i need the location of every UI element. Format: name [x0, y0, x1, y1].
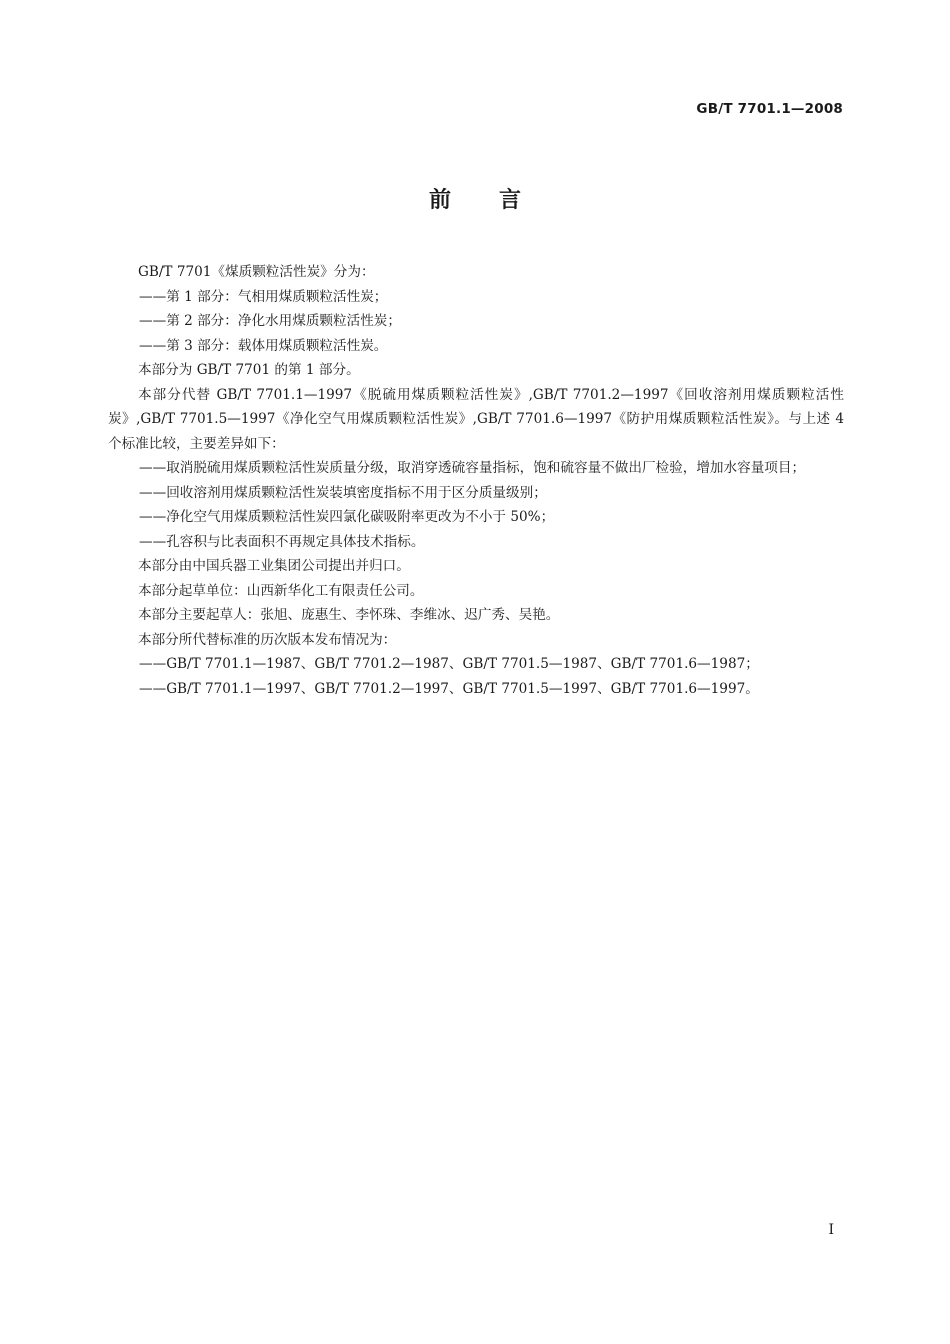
paragraph-proposer: 本部分由中国兵器工业集团公司提出并归口。: [138, 558, 410, 574]
paragraph-drafting-unit: 本部分起草单位：山西新华化工有限责任公司。: [138, 582, 424, 599]
list-item-part-3: ——第 3 部分：载体用煤质颗粒活性炭。: [139, 337, 388, 354]
foreword-body: [108, 260, 844, 701]
list-item-diff-2: ——回收溶剂用煤质颗粒活性炭装填密度指标不用于区分质量级别；: [139, 484, 547, 501]
list-item-part-1: ——第 1 部分：气相用煤质颗粒活性炭；: [139, 288, 388, 305]
list-item-part-2: ——第 2 部分：净化水用煤质颗粒活性炭；: [139, 313, 401, 329]
paragraph-drafters: 本部分主要起草人：张旭、庞惠生、李怀珠、李维冰、迟广秀、吴艳。: [138, 607, 560, 623]
paragraph-intro: GB/T 7701《煤质颗粒活性炭》分为：: [138, 264, 375, 280]
list-item-diff-3: ——净化空气用煤质颗粒活性炭四氯化碳吸附率更改为不小于 50%；: [139, 509, 555, 525]
page-number: I: [828, 1222, 834, 1238]
page-title: 前言: [428, 188, 569, 213]
paragraph-this-part: 本部分为 GB/T 7701 的第 1 部分。: [138, 362, 360, 378]
list-item-history-2: ——GB/T 7701.1—1997、GB/T 7701.2—1997、GB/T 7701.5—1997、GB/T 7701.6—1997。: [139, 680, 759, 697]
paragraph-replaces: 本部分代替 GB/T 7701.1—1997《脱硫用煤质颗粒活性炭》,GB/T 7701.2—1997《回收溶剂用煤质颗粒活性炭》,GB/T 7701.5—1997《净化空气用煤质颗粒活性炭》,GB/T 7701.6—1997《防护用煤质颗粒活性炭》。与上述 4 个标准比较，主要差异如下：: [108, 386, 844, 452]
list-item-diff-4: ——孔容积与比表面积不再规定具体技术指标。: [139, 533, 425, 550]
standard-code: GB/T 7701.1—2008: [696, 101, 843, 117]
paragraph-history-intro: 本部分所代替标准的历次版本发布情况为：: [138, 631, 397, 648]
list-item-diff-1: ——取消脱硫用煤质颗粒活性炭质量分级，取消穿透硫容量指标，饱和硫容量不做出厂检验，增加水容量项目；: [139, 460, 806, 476]
list-item-history-1: ——GB/T 7701.1—1987、GB/T 7701.2—1987、GB/T 7701.5—1987、GB/T 7701.6—1987；: [139, 656, 759, 672]
